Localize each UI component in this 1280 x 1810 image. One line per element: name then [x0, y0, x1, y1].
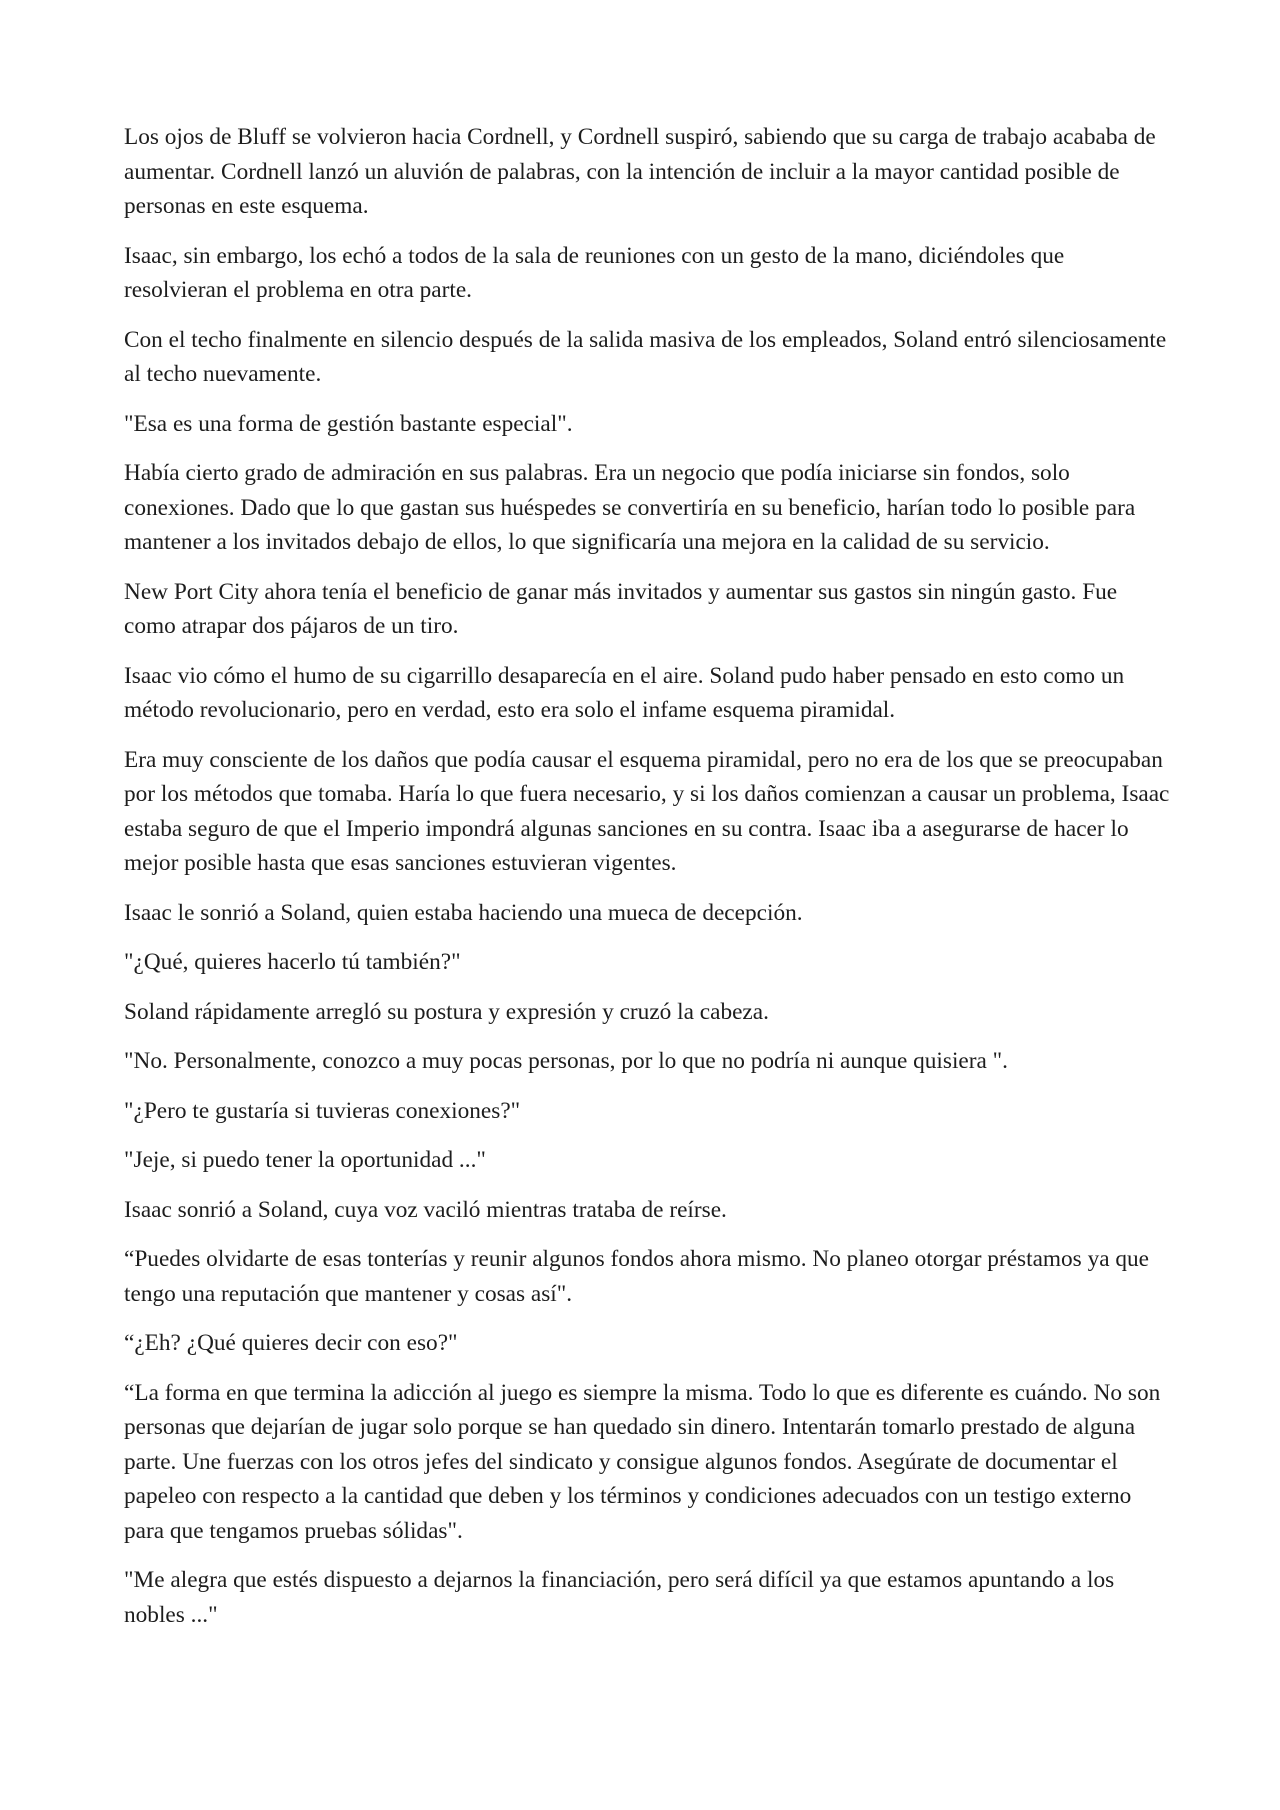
paragraph: Era muy consciente de los daños que podía causar el esquema piramidal, pero no era de los que se preocupaban por los métodos que tomaba. Haría lo que fuera necesario, y si los daños comienzan a causar un problema, Isaac estaba seguro de que el Imperio impondrá algunas sanciones en su contra. Isaac iba a asegurarse de hacer lo mejor posible hasta que esas sanciones estuvieran vigentes. — [124, 746, 1170, 876]
paragraph: Soland rápidamente arregló su postura y expresión y cruzó la cabeza. — [124, 998, 769, 1025]
paragraph: "¿Qué, quieres hacerlo tú también?" — [124, 949, 461, 975]
paragraph: Isaac le sonrió a Soland, quien estaba haciendo una mueca de decepción. — [124, 899, 803, 926]
paragraph: “La forma en que termina la adicción al juego es siempre la misma. Todo lo que es diferente es cuándo. No son personas que dejarían de jugar solo porque se han quedado sin dinero. Intentarán tomarlo prestado de alguna parte. Une fuerzas con los otros jefes del sindicato y consigue algunos fondos. Asegúrate de documentar el papeleo con respecto a la cantidad que deben y los términos y condiciones adecuados con un testigo externo para que tengamos pruebas sólidas". — [124, 1379, 1161, 1544]
paragraph: Había cierto grado de admiración en sus palabras. Era un negocio que podía iniciarse sin fondos, solo conexiones. Dado que lo que gastan sus huéspedes se convertiría en su beneficio, harían todo lo posible para mantener a los invitados debajo de ellos, lo que significaría una mejora en la calidad de su servicio. — [124, 460, 1136, 555]
document-page — [124, 120, 1170, 1647]
paragraph: "Esa es una forma de gestión bastante especial". — [124, 410, 573, 437]
paragraph: New Port City ahora tenía el beneficio de ganar más invitados y aumentar sus gastos sin ningún gasto. Fue como atrapar dos pájaros de un tiro. — [124, 578, 1118, 639]
paragraph: Isaac sonrió a Soland, cuya voz vaciló mientras trataba de reírse. — [124, 1196, 727, 1223]
paragraph: Los ojos de Bluff se volvieron hacia Cordnell, y Cordnell suspiró, sabiendo que su carga de trabajo acababa de aumentar. Cordnell lanzó un aluvión de palabras, con la intención de incluir a la mayor cantidad posible de personas en este esquema. — [124, 124, 1156, 219]
paragraph: "No. Personalmente, conozco a muy pocas personas, por lo que no podría ni aunque quisiera ". — [124, 1048, 1009, 1074]
paragraph: “Puedes olvidarte de esas tonterías y reunir algunos fondos ahora mismo. No planeo otorgar préstamos ya que tengo una reputación que mantener y cosas así". — [124, 1246, 1150, 1307]
paragraph: Con el techo finalmente en silencio después de la salida masiva de los empleados, Soland entró silenciosamente al techo nuevamente. — [124, 326, 1167, 387]
paragraph: "¿Pero te gustaría si tuvieras conexiones?" — [124, 1097, 521, 1124]
paragraph: "Jeje, si puedo tener la oportunidad ..." — [124, 1147, 486, 1173]
paragraph: Isaac vio cómo el humo de su cigarrillo desaparecía en el aire. Soland pudo haber pensado en esto como un método revolucionario, pero en verdad, esto era solo el infame esquema piramidal. — [124, 662, 1125, 723]
paragraph: Isaac, sin embargo, los echó a todos de la sala de reuniones con un gesto de la mano, diciéndoles que resolvieran el problema en otra parte. — [124, 242, 1065, 303]
paragraph: “¿Eh? ¿Qué quieres decir con eso?" — [124, 1330, 458, 1356]
paragraph: "Me alegra que estés dispuesto a dejarnos la financiación, pero será difícil ya que estamos apuntando a los nobles ..." — [124, 1567, 1115, 1628]
